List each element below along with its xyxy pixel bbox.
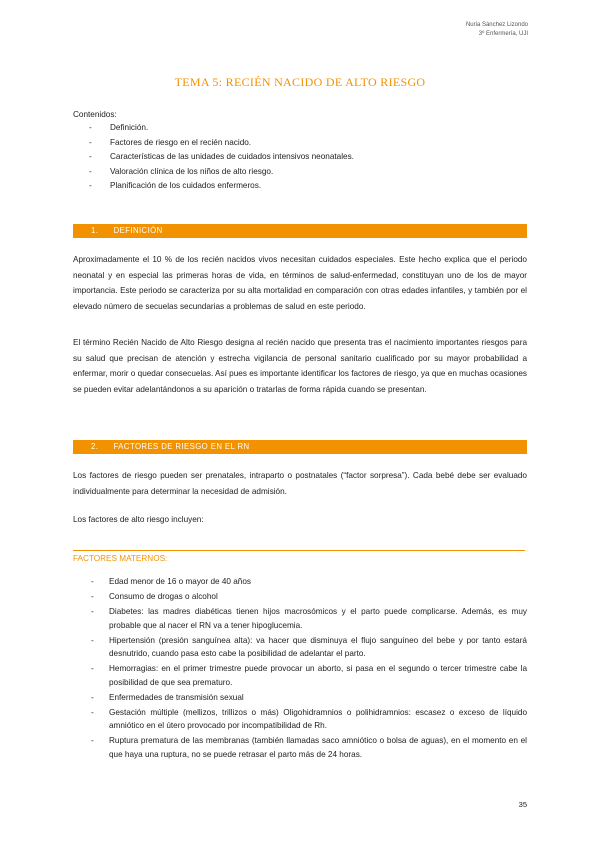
maternal-factors-list xyxy=(73,575,527,763)
list-item: - Gestación múltiple (mellizos, trillizos o más) Oligohidramnios o polihidramnios: escasez o exceso de líquido amniótico en el útero provocado por incompatibilidad de Rh. xyxy=(73,706,527,733)
list-item: - Edad menor de 16 o mayor de 40 años xyxy=(73,575,527,589)
definition-paragraph-1: Aproximadamente el 10 % de los recién nacidos vivos necesitan cuidados especiales. Este hecho explica que el periodo neonatal y en especial las primeras horas de vida, en términos de salud-enfermedad, constituyan uno de los de mayor importancia. Este periodo se caracteriza por su alta mortalidad en comparación con otras edades infantiles, y también por el elevado número de secuelas secundarias a problemas de salud en este periodo. xyxy=(73,255,527,312)
risk-paragraph-2: Los factores de alto riesgo incluyen: xyxy=(73,515,204,524)
section-title: FACTORES DE RIESGO EN EL RN xyxy=(113,442,250,451)
list-item: - Enfermedades de transmisión sexual xyxy=(73,691,527,705)
section-title: DEFINICIÓN xyxy=(113,226,163,235)
page-number: 35 xyxy=(518,800,527,809)
section-number: 2. xyxy=(91,442,99,451)
divider xyxy=(73,550,525,551)
contents-list xyxy=(73,121,533,194)
contents-item: - Definición. xyxy=(73,121,533,136)
contents-item: - Factores de riesgo en el recién nacido. xyxy=(73,136,533,151)
contents-block xyxy=(73,108,533,194)
list-item: - Hemorragias: en el primer trimestre puede provocar un aborto, si pasa en el segundo o tercer trimestre cabe la posibilidad de que sea prematuro. xyxy=(73,662,527,689)
header-course: 3º Enfermería, UJI xyxy=(478,31,528,37)
maternal-factors-heading: FACTORES MATERNOS: xyxy=(73,554,168,563)
page-header xyxy=(466,21,528,39)
contents-item: - Valoración clínica de los niños de alto riesgo. xyxy=(73,165,533,180)
section-number: 1. xyxy=(91,226,99,235)
definition-paragraph-2: El término Recién Nacido de Alto Riesgo designa al recién nacido que presenta tras el nacimiento importantes riesgos para su salud que precisan de atención y estrecha vigilancia de personal sanitario cualificado por su mayor probabilidad a enfermar, morir o quedar consecuelas. Así pues es importante identificar los factores de riesgo, ya que en muchas ocasiones se pueden evitar adelantándonos a su aparición o tratarlas de forma rápida cuando se presentan. xyxy=(73,338,527,395)
document-title: TEMA 5: RECIÉN NACIDO DE ALTO RIESGO xyxy=(174,75,426,89)
list-item: - Ruptura prematura de las membranas (también llamadas saco amniótico o bolsa de aguas), en el momento en el que haya una ruptura, no se puede retrasar el parto más de 24 horas. xyxy=(73,734,527,761)
list-item: - Diabetes: las madres diabéticas tienen hijos macrosómicos y el parto puede complicarse. Además, es muy probable que al nacer el RN va a tener hipoglucemia. xyxy=(73,605,527,632)
list-item: - Consumo de drogas o alcohol xyxy=(73,590,527,604)
contents-label: Contenidos: xyxy=(73,110,117,119)
section-header-factores xyxy=(73,440,527,454)
section-header-definicion xyxy=(73,224,527,238)
risk-paragraph-1: Los factores de riesgo pueden ser prenatales, intraparto o postnatales (“factor sorpresa”). Cada bebé debe ser evaluado individualmente para determinar la necesidad de admisión. xyxy=(73,471,527,496)
contents-item: - Características de las unidades de cuidados intensivos neonatales. xyxy=(73,150,533,165)
header-author: Nuria Sánchez Lizondo xyxy=(465,22,528,28)
list-item: - Hipertensión (presión sanguínea alta): va hacer que disminuya el flujo sanguíneo del bebe y por tanto estará desnutrido, cuando pasa esto cabe la posibilidad de adelantar el parto. xyxy=(73,634,527,661)
contents-item: - Planificación de los cuidados enfermeros. xyxy=(73,179,533,194)
